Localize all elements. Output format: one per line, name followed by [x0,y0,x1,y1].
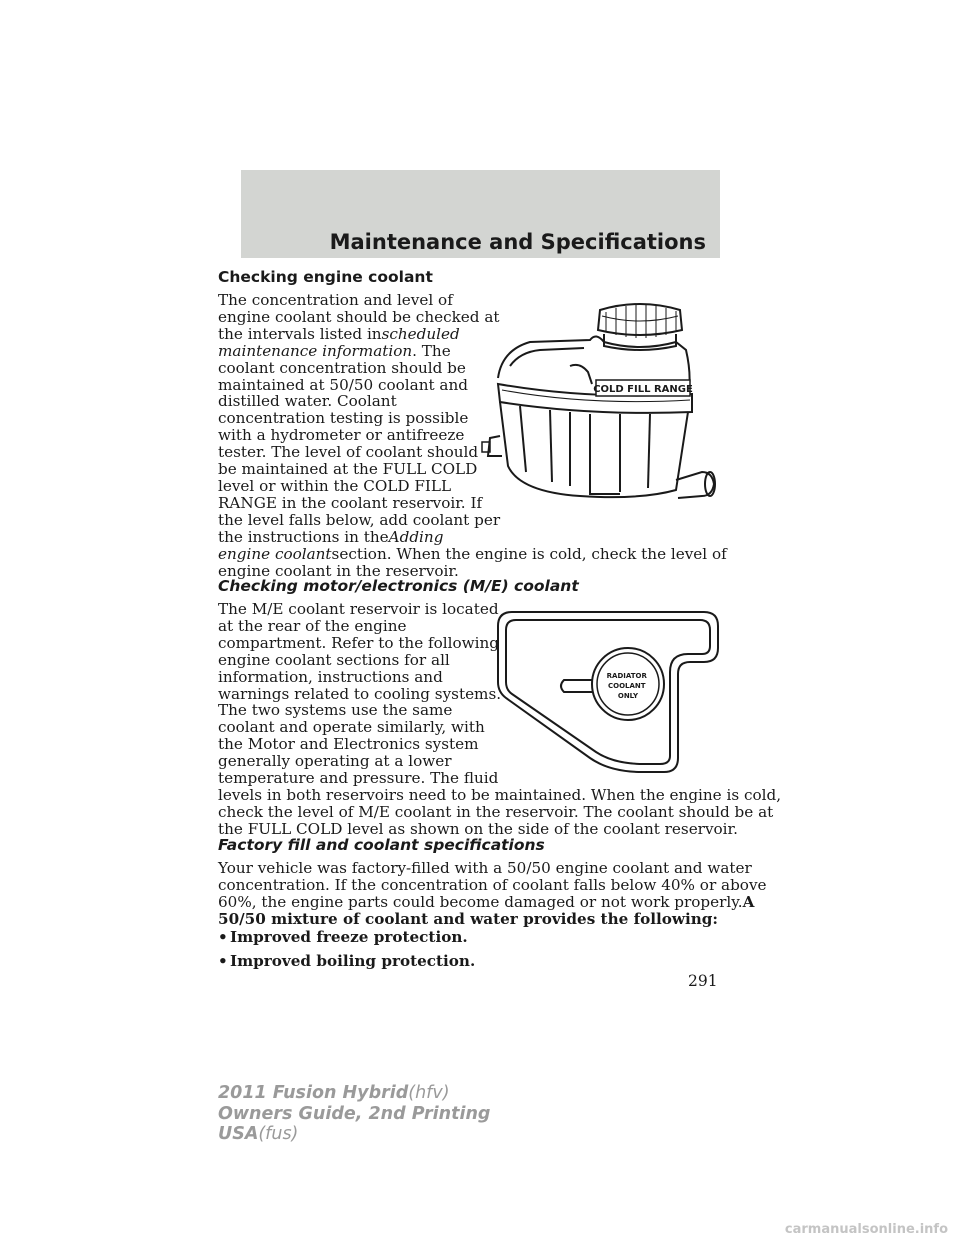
text-line: temperature and pressure. The fluid [218,769,499,788]
text-line: The M/E coolant reservoir is located [218,600,499,618]
page-section-title: Maintenance and Specifications [329,230,706,254]
text-line: check the level of M/E coolant in the reservoir. The coolant should be at [218,802,774,821]
footer-print-info: 2011 Fusion Hybrid(hfv) Owners Guide, 2nd Printing USA(fus) [218,1083,491,1144]
text-line: maintenance information. The [218,341,451,360]
heading-checking-me-coolant: Checking motor/electronics (M/E) coolant [218,577,579,595]
text-line: the instructions in theAdding [218,527,444,546]
page-number: 291 [688,972,718,990]
text-line: 60%, the engine parts could become damaged or not work properly.A [218,892,755,911]
text-line: levels in both reservoirs need to be maintained. When the engine is cold, [218,785,782,804]
text-line: engine coolant in the reservoir. [218,561,459,580]
cold-fill-range-label: COLD FILL RANGE [593,384,693,395]
cap-label-line: RADIATOR [606,672,647,680]
text-line: level or within the COLD FILL [218,476,452,495]
text-line: the level falls below, add coolant per [218,510,501,529]
text-line: at the rear of the engine [218,616,407,635]
text-line: coolant concentration should be [218,358,466,377]
text-line: the FULL COLD level as shown on the side of the coolant reservoir. [218,819,738,838]
text-line: the Motor and Electronics system [218,735,479,754]
watermark: carmanualsonline.info [784,1222,948,1237]
text-line: concentration testing is possible [218,409,469,428]
text-line: engine coolant sections for all [218,650,450,669]
text-line: engine coolantsection. When the engine is cold, check the level of [218,544,727,563]
heading-checking-engine-coolant: Checking engine coolant [218,268,433,286]
bullet-item: • Improved freeze protection. [218,928,468,946]
text-line: tester. The level of coolant should [218,443,479,462]
text-line: the intervals listed inscheduled [218,324,460,343]
text-line: distilled water. Coolant [218,392,397,411]
text-line: information, instructions and [218,667,443,686]
text-line: maintained at 50/50 coolant and [218,375,468,394]
text-line: The two systems use the same [218,701,453,720]
bullet-item: • Improved boiling protection. [218,952,476,970]
text-line: 50/50 mixture of coolant and water provides the following: [218,909,719,928]
text-line: generally operating at a lower [218,752,452,771]
me-coolant-reservoir-illustration [490,608,722,778]
factory-fill-paragraph [218,860,767,928]
header-band [241,170,720,258]
text-line: RANGE in the coolant reservoir. If [218,493,483,512]
text-line: coolant and operate similarly, with [218,718,485,737]
heading-factory-fill: Factory fill and coolant specifications [218,836,545,854]
cap-label-line: ONLY [617,692,639,700]
text-line: concentration. If the concentration of coolant falls below 40% or above [218,875,767,894]
cap-label-line: COOLANT [608,682,646,690]
text-line: engine coolant should be checked at [218,307,500,326]
text-line: Your vehicle was factory-filled with a 50/50 engine coolant and water [218,859,752,877]
coolant-reservoir-illustration [480,296,725,516]
text-line: compartment. Refer to the following [218,633,499,652]
text-line: warnings related to cooling systems. [218,684,502,703]
text-line: The concentration and level of [218,291,453,309]
text-line: with a hydrometer or antifreeze [218,426,465,445]
text-line: be maintained at the FULL COLD [218,460,478,479]
